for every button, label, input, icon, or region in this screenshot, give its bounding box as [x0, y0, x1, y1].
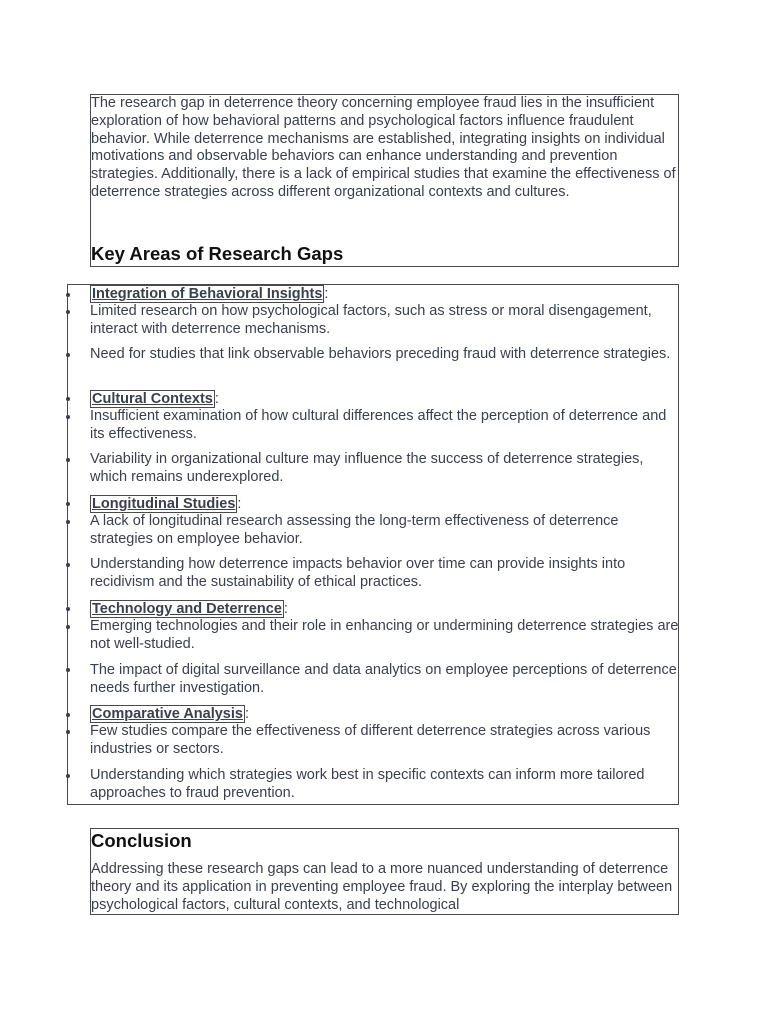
bullet-icon	[66, 668, 70, 672]
list-item: Few studies compare the effectiveness of different deterrence strategies across various industries or sectors.	[90, 723, 651, 757]
list-item: Emerging technologies and their role in enhancing or undermining deterrence strategies are not well-studied.	[90, 618, 679, 652]
intro-paragraph: The research gap in deterrence theory concerning employee fraud lies in the insufficient exploration of how behavioral patterns and psychological factors influence fraudulent behavior. While deterrence mechanisms are established, integrating insights on individual motivations and observable behaviors can enhance understanding and prevention strategies. Additionally, there is a lack of empirical studies that examine the effectiveness of deterrence strategies across different organizational contexts and cultures.	[91, 95, 676, 200]
research-gaps-list	[67, 284, 679, 805]
bullet-icon	[66, 353, 70, 357]
bullet-icon	[66, 458, 70, 462]
bullet-icon	[66, 607, 70, 611]
bullet-icon	[66, 310, 70, 314]
conclusion-heading: Conclusion	[91, 830, 192, 851]
gap-title-comparative: Comparative Analysis	[92, 706, 243, 722]
list-item: Understanding how deterrence impacts behavior over time can provide insights into recidivism and the sustainability of ethical practices.	[90, 556, 626, 590]
bullet-icon	[66, 730, 70, 734]
list-item: Limited research on how psychological factors, such as stress or moral disengagement, interact with deterrence mechanisms.	[90, 303, 652, 337]
conclusion-section	[90, 828, 679, 915]
bullet-icon	[66, 415, 70, 419]
gap-title-technology: Technology and Deterrence	[92, 601, 282, 617]
bullet-icon	[66, 502, 70, 506]
gap-title-behavioral: Integration of Behavioral Insights	[92, 286, 323, 302]
bullet-icon	[66, 293, 70, 297]
bullet-icon	[66, 397, 70, 401]
intro-section	[90, 94, 679, 267]
list-item-title: Cultural Contexts :	[92, 391, 219, 407]
bullet-icon	[66, 713, 70, 717]
list-item: Variability in organizational culture may influence the success of deterrence strategies, which remains underexplored.	[90, 451, 644, 485]
list-item-title: Technology and Deterrence :	[92, 601, 288, 617]
list-item: Need for studies that link observable behaviors preceding fraud with deterrence strategies.	[90, 346, 671, 362]
conclusion-paragraph: Addressing these research gaps can lead to a more nuanced understanding of deterrence theory and its application in preventing employee fraud. By exploring the interplay between psychological factors, cultural contexts, and technological	[91, 861, 673, 913]
list-item: Insufficient examination of how cultural differences affect the perception of deterrence and its effectiveness.	[90, 408, 667, 442]
list-item: A lack of longitudinal research assessing the long-term effectiveness of deterrence strategies on employee behavior.	[90, 513, 619, 547]
key-areas-heading: Key Areas of Research Gaps	[91, 243, 344, 264]
list-item-title: Longitudinal Studies :	[92, 496, 242, 512]
gap-title-cultural: Cultural Contexts	[92, 391, 213, 407]
list-item: The impact of digital surveillance and data analytics on employee perceptions of deterrence needs further investigation.	[90, 662, 677, 696]
bullet-icon	[66, 563, 70, 567]
bullet-icon	[66, 625, 70, 629]
list-item-title: Comparative Analysis :	[92, 706, 249, 722]
gap-title-longitudinal: Longitudinal Studies	[92, 496, 236, 512]
bullet-icon	[66, 774, 70, 778]
list-item-title: Integration of Behavioral Insights :	[92, 286, 329, 302]
bullet-icon	[66, 520, 70, 524]
list-item: Understanding which strategies work best in specific contexts can inform more tailored approaches to fraud prevention.	[90, 767, 645, 801]
